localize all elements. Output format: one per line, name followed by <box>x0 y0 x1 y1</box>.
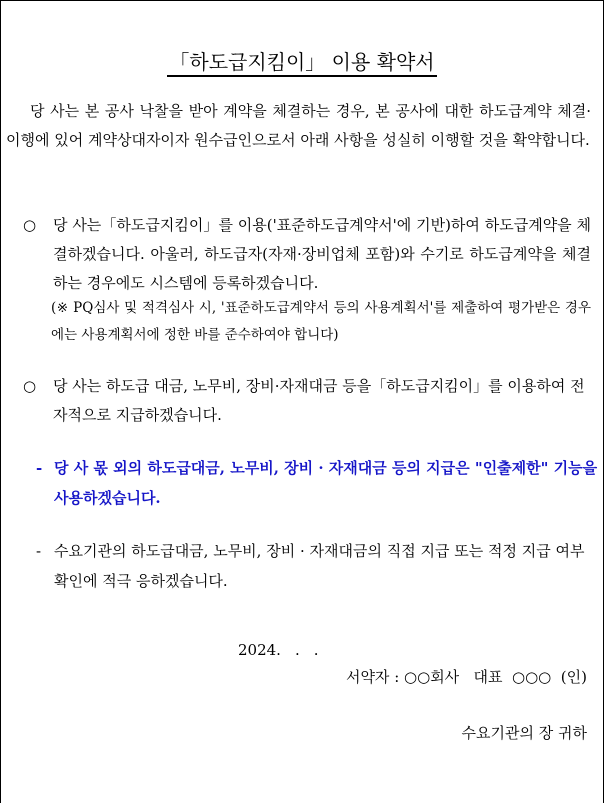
pledge-item-2 <box>23 372 591 430</box>
sub-item-withdrawal-limit <box>36 453 598 513</box>
bullet-circle-icon: ○ <box>23 377 37 395</box>
sub-item-1-text: 당 사 몫 외의 하도급대금, 노무비, 장비 · 자재대금 등의 지급은 "인출제한" 기능을 사용하겠습니다. <box>54 459 598 507</box>
pledge-item-1 <box>23 211 591 298</box>
intro-paragraph: 당 사는 본 공사 낙찰을 받아 계약을 체결하는 경우, 본 공사에 대한 하도급계약 체결·이행에 있어 계약상대자이자 원수급인으로서 아래 사항을 성실히 이행할 것을 확약합니다. <box>6 102 591 149</box>
sub-item-direct-payment <box>36 536 598 596</box>
pledge-date <box>238 639 319 661</box>
dash-marker: - <box>36 542 42 560</box>
addressee-line: 수요기관의 장 귀하 <box>461 724 587 742</box>
date-day-sep: . <box>313 641 319 659</box>
pledge-item-2-text: 당 사는 하도급 대금, 노무비, 장비·자재대금 등을「하도급지킴이」를 이용하여 전자적으로 지급하겠습니다. <box>53 377 585 424</box>
title-text: 「하도급지킴이」 이용 확약서 <box>167 50 436 77</box>
date-year: 2024. <box>238 641 281 659</box>
dash-marker: - <box>36 459 43 477</box>
pledge-item-1-text: 당 사는「하도급지킴이」를 이용('표준하도급계약서'에 기반)하여 하도급계약을 체결하겠습니다. 아울러, 하도급자(자재·장비업체 포함)와 수기로 하도급계약을 체결하는 경우에도 시스템에 등록하겠습니다. <box>53 216 591 292</box>
sub-item-2-text: 수요기관의 하도급대금, 노무비, 장비 · 자재대금의 직접 지급 또는 적정 지급 여부 확인에 적극 응하겠습니다. <box>54 542 585 590</box>
pledge-item-1-note: (※ PQ심사 및 적격심사 시, '표준하도급계약서 등의 사용계획서'를 제출하여 평가받은 경우에는 사용계획서에 정한 바를 준수하여야 합니다) <box>51 300 591 343</box>
signer-line: 서약자 : ○○회사 대표 ○○○ (인) <box>345 668 587 686</box>
bullet-circle-icon: ○ <box>23 216 37 234</box>
document-title <box>1 48 603 76</box>
date-month-sep: . <box>294 641 300 659</box>
